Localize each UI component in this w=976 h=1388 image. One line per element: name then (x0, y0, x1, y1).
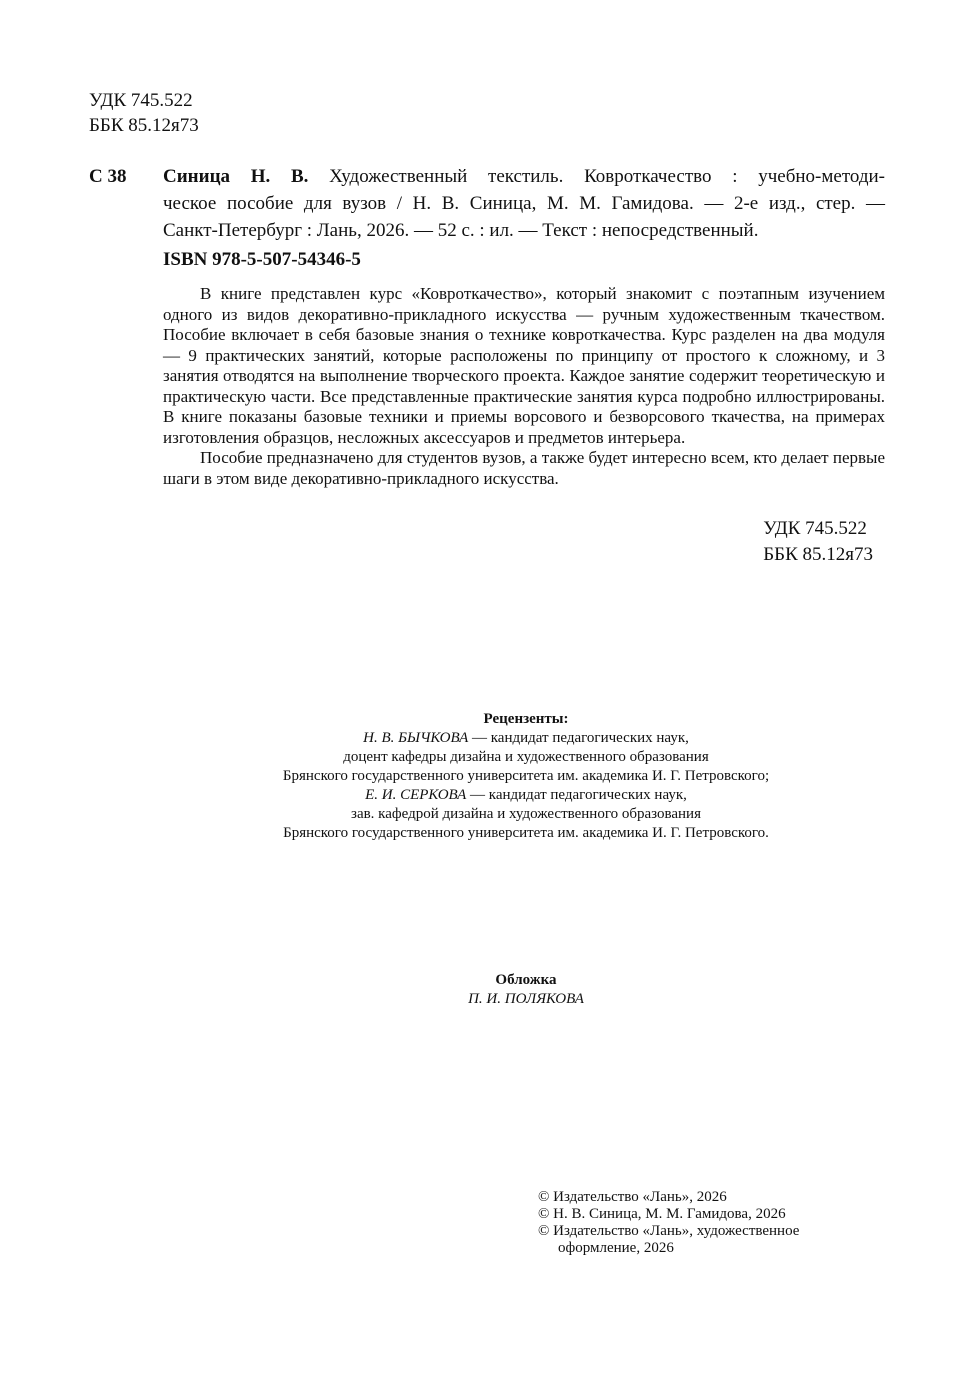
abstract-paragraph-2: Пособие предназначено для студентов вузов, а также будет интересно всем, кто делает первые шаги в этом виде декоративно-прикладного искусства. (163, 448, 885, 488)
udk-code-bottom: УДК 745.522 (763, 518, 867, 539)
reviewer-2-line-3: Брянского государственного университета им. академика И. Г. Петровского. (283, 825, 769, 841)
copyright-line-1: © Издательство «Лань», 2026 (538, 1189, 727, 1205)
reviewer-1-line-3: Брянского государственного университета им. академика И. Г. Петровского; (282, 768, 770, 784)
classification-codes-top (89, 88, 199, 138)
abstract-paragraph-1: В книге представлен курс «Ковроткачество», который знакомит с поэтапным изучением одного из видов декоративно-прикладного искусства — ручным художественным ткачеством. Пособие включает в себя базовые знания о технике ковроткачества. Курс разделен на два модуля — 9 практических занятий, которые расположены по принципу от простого к сложному, и 3 занятия отводятся на выполнение творческого проекта. Каждое занятие содержит теоретическую и практическую части. Все представленные практические занятия курса подробно иллюстрированы. В книге показаны базовые техники и приемы ворсового и безворсового ткачества, на примерах изготовления образцов, несложных аксессуаров и предметов интерьера. (163, 284, 885, 447)
reviewer-2-line-1 (200, 786, 852, 805)
author-mark: С 38 (89, 166, 127, 187)
copyright-line-2: © Н. В. Синица, М. М. Гамидова, 2026 (538, 1206, 786, 1222)
reviewer-1-name: Н. В. БЫЧКОВА (363, 730, 469, 746)
reviewers-heading: Рецензенты: (483, 711, 569, 727)
abstract (163, 284, 885, 489)
copyright-line-3-continued: оформление, 2026 (558, 1240, 674, 1256)
bbk-code-bottom: ББК 85.12я73 (763, 544, 873, 565)
biblio-line-3: Санкт-Петербург : Лань, 2026. — 52 с. : ил. — Текст : непосредственный. (163, 220, 759, 241)
reviewer-1-line-2: доцент кафедры дизайна и художественного образования (343, 749, 709, 765)
reviewer-2-name: Е. И. СЕРКОВА (365, 787, 467, 803)
cover-designer: П. И. ПОЛЯКОВА (468, 991, 584, 1007)
classification-codes-bottom (763, 516, 873, 568)
bbk-code: ББК 85.12я73 (89, 115, 199, 136)
copyright-block (538, 1189, 799, 1257)
cover-credit (200, 971, 852, 1009)
biblio-line-1 (163, 163, 885, 190)
cover-heading: Обложка (495, 972, 557, 988)
isbn: ISBN 978-5-507-54346-5 (163, 249, 361, 270)
biblio-line-2: ческое пособие для вузов / Н. В. Синица, М. М. Гамидова. — 2-е изд., стер. — (163, 193, 885, 214)
title-text: Художественный текстиль. Ковроткачество : учебно-методи- (308, 166, 885, 187)
author-name: Синица Н. В. (163, 166, 309, 187)
udk-code: УДК 745.522 (89, 90, 193, 111)
reviewer-1-line-1 (200, 729, 852, 748)
copyright-line-3: © Издательство «Лань», художественное (538, 1223, 800, 1239)
reviewer-2-title: — кандидат педагогических наук, (466, 787, 687, 803)
reviewers-block (200, 710, 852, 843)
reviewer-2-line-2: зав. кафедрой дизайна и художественного образования (351, 806, 701, 822)
reviewer-1-title: — кандидат педагогических наук, (468, 730, 689, 746)
bibliographic-description (163, 163, 885, 244)
